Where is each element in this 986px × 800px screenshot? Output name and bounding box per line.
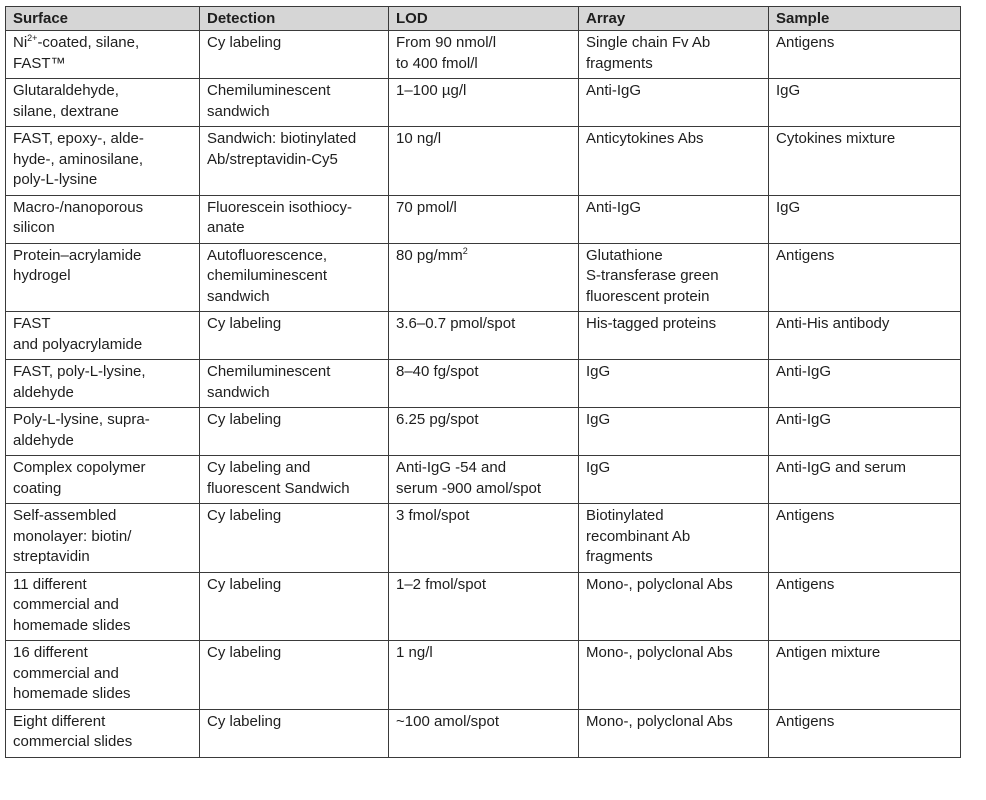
cell-text-line: poly-L-lysine [13,171,98,188]
cell-text-line: 6.25 pg/spot [396,411,479,428]
cell-text-line: FAST, poly-L-lysine, [13,363,146,380]
cell-text-line: Antigens [776,246,835,264]
cell-array [579,312,769,360]
cell-text-line: 3.6–0.7 pmol/spot [396,315,516,332]
cell-text-line: sandwich [207,287,270,305]
cell-surface [6,195,200,243]
cell-text-line: Anti-His antibody [776,315,890,332]
cell-array [579,243,769,312]
cell-text-line: Anti-IgG [776,411,832,428]
column-header-array: Array [579,7,769,31]
cell-text-line: Anti-IgG -54 and [396,459,507,476]
cell-text-line: IgG [776,82,801,99]
cell-text-line: Single chain Fv Ab [586,34,711,51]
cell-text-line: silane, dextrane [13,102,119,120]
cell-text-line: fragments [586,548,653,565]
cell-text-line: hydrogel [13,267,71,284]
table-row [6,79,961,127]
cell-text-line: IgG [776,198,801,216]
cell-text-line: silicon [13,219,55,236]
data-table [5,6,961,758]
table-row [6,243,961,312]
cell-sample [769,641,961,710]
table-row [6,408,961,456]
cell-text-line: Eight different [13,712,106,730]
cell-array [579,31,769,79]
cell-sample [769,360,961,408]
cell-array [579,456,769,504]
cell-surface [6,641,200,710]
cell-text-line: homemade slides [13,685,131,702]
cell-text-line: Macro-/nanoporous [13,198,144,216]
cell-text-line: Sandwich: biotinylated [207,130,357,147]
cell-text-line: Biotinylated [586,507,664,524]
cell-text-line: Cy labeling [207,575,282,593]
cell-text-line: From 90 nmol/l [396,34,497,51]
cell-text-line: Cytokines mixture [776,130,896,147]
table-row [6,312,961,360]
cell-text-line: 1–100 µg/l [396,82,467,99]
cell-text-line: ~100 amol/spot [396,712,499,730]
cell-text-line: Mono-, polyclonal Abs [586,712,733,730]
cell-text-line: IgG [586,411,611,428]
cell-text-line: aldehyde [13,431,74,449]
cell-text-line: Mono-, polyclonal Abs [586,575,733,593]
cell-surface [6,408,200,456]
cell-text-line: Poly-L-lysine, supra- [13,411,150,428]
cell-text-line: Cy labeling [207,411,282,428]
cell-sample [769,709,961,757]
cell-text-line: sandwich [207,102,270,120]
cell-text-line: Complex copolymer [13,459,146,476]
cell-surface [6,127,200,196]
cell-text-line: Cy labeling [207,315,282,332]
cell-text-line: to 400 fmol/l [396,54,478,72]
cell-text-line: Antigens [776,34,835,51]
cell-detection [200,360,389,408]
cell-surface [6,572,200,641]
cell-text-line: His-tagged proteins [586,315,717,332]
cell-text-line: Fluorescein isothiocy- [207,198,353,216]
cell-array [579,572,769,641]
cell-surface [6,31,200,79]
cell-text-line: Anti-IgG and serum [776,459,907,476]
cell-text-line: 8–40 fg/spot [396,363,479,380]
cell-lod [389,79,579,127]
cell-text-line: homemade slides [13,616,131,634]
cell-text-line: Cy labeling and [207,459,311,476]
cell-array [579,79,769,127]
cell-text-line: fluorescent Sandwich [207,479,350,497]
cell-text-line: aldehyde [13,383,74,401]
table-row [6,572,961,641]
cell-lod [389,456,579,504]
cell-text-line: Antigens [776,507,835,524]
cell-detection [200,312,389,360]
cell-text-line: IgG [586,459,611,476]
cell-text-line: Anticytokines Abs [586,130,704,147]
cell-sample [769,572,961,641]
cell-text-line: fluorescent protein [586,287,710,305]
cell-sample [769,79,961,127]
cell-surface [6,709,200,757]
cell-sample [769,195,961,243]
cell-text-line: Anti-IgG [586,198,642,216]
cell-text-line: IgG [586,363,611,380]
column-header-lod: LOD [389,7,579,31]
cell-text-line: Protein–acrylamide [13,246,142,264]
cell-text-line: 10 ng/l [396,130,442,147]
cell-text-line: Antigens [776,712,835,730]
cell-text-line: 1 ng/l [396,644,433,661]
cell-detection [200,456,389,504]
table-header [6,7,961,31]
cell-text-line: coating [13,479,62,497]
table-row [6,360,961,408]
cell-detection [200,243,389,312]
cell-array [579,195,769,243]
cell-text-line: Mono-, polyclonal Abs [586,644,733,661]
cell-text-line: FAST, epoxy-, alde- [13,130,144,147]
cell-detection [200,709,389,757]
cell-text-line: S-transferase green [586,267,719,284]
cell-text-line: monolayer: biotin/ [13,527,132,545]
cell-text-line: $Ni^{2+}$-coated, silane, [13,33,140,51]
cell-text-line: 1–2 fmol/spot [396,575,487,593]
cell-text-line: 3 fmol/spot [396,507,470,524]
cell-text-line: Antigen mixture [776,644,881,661]
cell-lod [389,408,579,456]
cell-text-line: serum -900 amol/spot [396,479,542,497]
cell-array [579,360,769,408]
cell-detection [200,572,389,641]
cell-text-line: chemiluminescent [207,267,328,284]
cell-lod [389,312,579,360]
cell-text-line: streptavidin [13,548,90,565]
cell-lod [389,127,579,196]
cell-text-line: FAST [13,315,51,332]
cell-sample [769,31,961,79]
cell-surface [6,79,200,127]
cell-text-line: Antigens [776,575,835,593]
cell-array [579,641,769,710]
cell-lod [389,504,579,573]
cell-lod [389,709,579,757]
column-header-surface: Surface [6,7,200,31]
cell-surface [6,243,200,312]
cell-array [579,127,769,196]
cell-text-line: 80 $pg/mm^2$ [396,245,468,264]
cell-detection [200,641,389,710]
table-row [6,127,961,196]
cell-text-line: 70 pmol/l [396,198,457,216]
cell-sample [769,127,961,196]
cell-detection [200,195,389,243]
cell-text-line: Chemiluminescent [207,82,331,99]
cell-text-line: 16 different [13,644,88,661]
cell-lod [389,360,579,408]
cell-text-line: sandwich [207,383,270,401]
cell-text-line: Self-assembled [13,507,117,524]
cell-lod [389,641,579,710]
cell-lod [389,572,579,641]
cell-detection [200,408,389,456]
cell-text-line: commercial and [13,596,119,613]
cell-sample [769,312,961,360]
cell-text-line: Anti-IgG [776,363,832,380]
cell-lod [389,243,579,312]
table-row [6,456,961,504]
cell-detection [200,504,389,573]
cell-text-line: FAST™ [13,54,66,72]
cell-sample [769,456,961,504]
cell-text-line: Cy labeling [207,507,282,524]
table-row [6,195,961,243]
table-row [6,31,961,79]
cell-surface [6,312,200,360]
cell-detection [200,31,389,79]
cell-surface [6,360,200,408]
cell-surface [6,456,200,504]
cell-text-line: Autofluorescence, [207,246,328,264]
table-row [6,709,961,757]
column-header-sample: Sample [769,7,961,31]
cell-sample [769,408,961,456]
cell-detection [200,79,389,127]
table-row [6,504,961,573]
table-row [6,641,961,710]
cell-text-line: Glutaraldehyde, [13,82,119,99]
cell-text-line: Chemiluminescent [207,363,331,380]
cell-text-line: and polyacrylamide [13,335,143,353]
cell-text-line: 11 different [13,575,87,593]
cell-text-line: Cy labeling [207,34,282,51]
cell-text-line: Glutathione [586,246,663,264]
cell-text-line: recombinant Ab [586,527,691,545]
table-container [5,6,960,758]
cell-text-line: Cy labeling [207,712,282,730]
cell-lod [389,31,579,79]
cell-detection [200,127,389,196]
cell-sample [769,504,961,573]
cell-text-line: commercial and [13,664,119,682]
table-body [6,31,961,758]
cell-array [579,709,769,757]
cell-text-line: hyde-, aminosilane, [13,150,144,168]
cell-text-line: anate [207,219,245,236]
cell-array [579,408,769,456]
cell-array [579,504,769,573]
cell-lod [389,195,579,243]
cell-sample [769,243,961,312]
cell-text-line: fragments [586,54,653,72]
column-header-detection: Detection [200,7,389,31]
cell-text-line: Anti-IgG [586,82,642,99]
cell-surface [6,504,200,573]
cell-text-line: Ab/streptavidin-Cy5 [207,150,338,168]
header-row [6,7,961,31]
cell-text-line: commercial slides [13,733,133,750]
cell-text-line: Cy labeling [207,644,282,661]
